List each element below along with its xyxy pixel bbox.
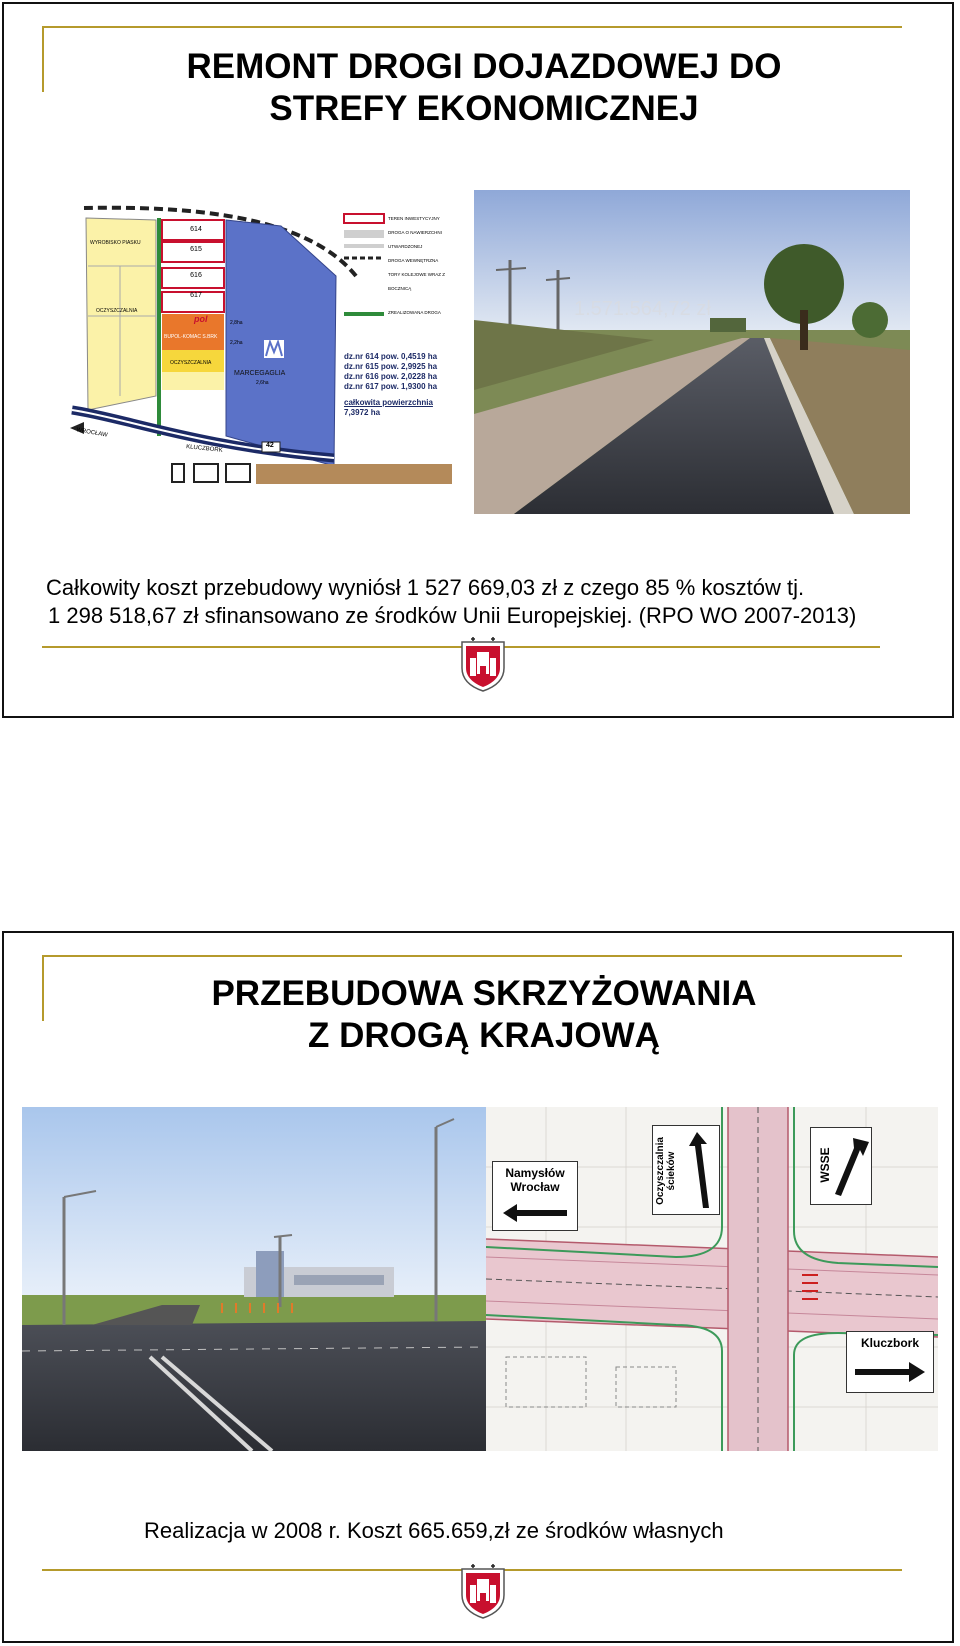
slide-1	[2, 2, 954, 718]
plot-area-616: dz.nr 616 pow. 2,0228 ha	[344, 372, 438, 381]
legend-item-4: TORY KOLEJOWE WRAZ Z BOCZNICĄ	[388, 272, 446, 291]
legend-item-1: TEREN INWESTYCYJNY	[388, 216, 440, 221]
legend-item-3: DROGA WEWNĘTRZNA	[388, 258, 439, 263]
sign-namyslow-wroclaw	[492, 1161, 578, 1231]
cost-text-line-1: Całkowity koszt przebudowy wyniósł 1 527 669,03 zł z czego 85 % kosztów tj.	[46, 575, 805, 600]
plot-616-label: 616	[190, 272, 202, 279]
intersection-photo	[22, 1107, 486, 1451]
sign-kluczbork	[846, 1331, 934, 1393]
arrow-right-icon	[855, 1362, 925, 1382]
company-label: MARCEGAGLIA	[234, 370, 286, 377]
arrow-up-icon	[687, 1132, 713, 1210]
plot-614-label: 614	[190, 226, 202, 233]
road-photo	[474, 190, 910, 514]
legend-item-5: ZREALIZOWANA DROGA	[388, 310, 441, 315]
road-photo-drawing	[474, 190, 910, 514]
plot-area-614: dz.nr 614 pow. 0,4519 ha	[344, 352, 438, 361]
slide-2-title	[84, 973, 884, 1057]
plot-area-615: dz.nr 615 pow. 2,9925 ha	[344, 362, 438, 371]
plot-area-617: dz.nr 617 pow. 1,9300 ha	[344, 382, 438, 391]
road-kluczbork-label: KLUCZBORK	[185, 444, 223, 454]
sign-wroclaw-text: Wrocław	[510, 1180, 560, 1194]
road-wroclaw-label: WROCŁAW	[75, 427, 109, 439]
sign-oczyszczalnia-text: Oczyszczalnia	[655, 1137, 666, 1205]
site-map	[66, 196, 452, 512]
title-line-2: STREFY EKONOMICZNEJ	[269, 89, 699, 128]
sign-kluczbork-text: Kluczbork	[860, 1336, 919, 1350]
intersection-plan	[486, 1107, 938, 1451]
intersection-photo-drawing	[22, 1107, 486, 1451]
wyrobisko-label: WYROBISKO PIASKU	[90, 240, 141, 246]
company-area-label: 2,6ha	[256, 380, 269, 386]
oczyszczalnia-label: OCZYSZCZALNIA	[96, 308, 138, 314]
arrow-left-icon	[503, 1204, 567, 1222]
cost-text-line-2: 1 298 518,67 zł sfinansowano ze środków Unii Europejskiej. (RPO WO 2007-2013)	[48, 603, 857, 628]
gold-left-rule-2	[42, 955, 44, 1021]
area-2-label: 2,2ha	[230, 340, 243, 346]
plot-615-label: 615	[190, 246, 202, 253]
plot-area-list	[344, 352, 437, 418]
sign-namyslow-text: Namysłów	[505, 1166, 565, 1180]
gold-top-rule	[42, 26, 902, 28]
slide-1-title	[84, 46, 884, 130]
town-crest-icon-2	[460, 1563, 506, 1619]
title-2-line-1: PRZEBUDOWA SKRZYŻOWANIA	[211, 974, 757, 1013]
sign-wsse-text: WSSE	[818, 1147, 832, 1183]
oczyszczalnia-2-label: OCZYSZCZALNIA	[170, 360, 212, 366]
total-area-value: 7,3972 ha	[344, 408, 381, 417]
slide-2-footer-text: Realizacja w 2008 r. Koszt 665.659,zł ze środków własnych	[144, 1518, 724, 1543]
arrow-up-right-icon	[835, 1138, 869, 1198]
plot-617-label: 617	[190, 292, 202, 299]
gold-left-rule	[42, 26, 44, 92]
pol-label: pol	[194, 314, 208, 324]
sign-wsse	[810, 1127, 872, 1205]
gold-top-rule-2	[42, 955, 902, 957]
title-line-1: REMONT DROGI DOJAZDOWEJ DO	[186, 47, 782, 86]
town-crest-icon	[460, 636, 506, 692]
title-2-line-2: Z DROGĄ KRAJOWĄ	[308, 1016, 660, 1055]
map-legend	[388, 212, 452, 296]
road-number-label: 42	[266, 442, 274, 449]
slide-2	[2, 931, 954, 1643]
photo-cost-caption: 1.571.564,72 zł	[574, 298, 711, 320]
legend-item-2: DROGA O NAWIERZCHNI UTWARDZONEJ	[388, 230, 442, 249]
bupol-label: BUPOL-KOMAC S.BRK	[164, 334, 218, 340]
area-1-label: 2,8ha	[230, 320, 243, 326]
sign-oczyszczalnia	[652, 1125, 720, 1215]
sign-sciekow-text: ścieków	[666, 1151, 677, 1191]
total-area-label: całkowita powierzchnia	[344, 398, 433, 407]
